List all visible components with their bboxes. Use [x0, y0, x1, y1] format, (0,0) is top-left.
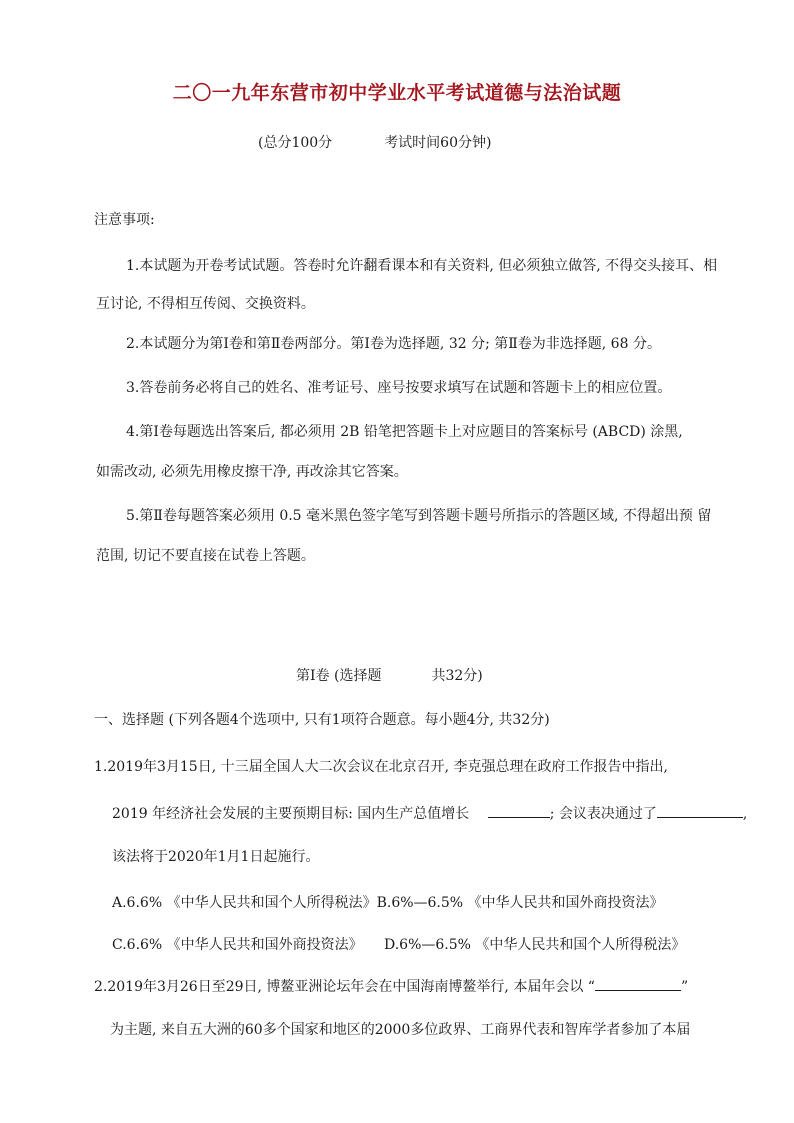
q2-text-b: ” [680, 979, 689, 995]
question-1-line-2 [112, 803, 747, 824]
notice-item-5-line-2: 范围, 切记不要直接在试卷上答题。 [96, 548, 315, 564]
section-part1: 第Ⅰ卷 (选择题 [296, 668, 382, 684]
page-title: 二〇一九年东营市初中学业水平考试道德与法治试题 [172, 82, 622, 104]
notice-item-1-line-1: 1.本试题为开卷考试试题。答卷时允许翻看课本和有关资料, 但必须独立做答, 不得交头接耳、相 [126, 258, 718, 274]
notice-item-4-line-1: 4.第Ⅰ卷每题选出答案后, 都必须用 2B 铅笔把答题卡上对应题目的答案标号 (ABCD) 涂黑, [126, 424, 683, 440]
choice-instructions: 一、选择题 (下列各题4个选项中, 只有1项符合题意。每小题4分, 共32分) [94, 712, 550, 728]
notice-item-1-line-2: 互讨论, 不得相互传阅、交换资料。 [96, 296, 315, 312]
q2-blank[interactable] [595, 976, 681, 991]
q1-text-b: ; 会议表决通过了 [549, 806, 657, 822]
q2-text-a: 2.2019年3月26日至29日, 博鳌亚洲论坛年会在中国海南博鳌举行, 本届年会以 “ [94, 979, 595, 995]
section-heading [296, 665, 483, 685]
section-part2: 共32分) [431, 668, 483, 684]
q1-text-c: , [742, 806, 748, 822]
q1-option-ab[interactable]: A.6.6% 《中华人民共和国个人所得税法》B.6%—6.5% 《中华人民共和国外商投资法》 [112, 895, 664, 911]
question-2-line-1 [94, 976, 688, 997]
q1-blank-2[interactable] [657, 803, 743, 818]
q1-option-d[interactable]: D.6%—6.5% 《中华人民共和国个人所得税法》 [384, 937, 686, 953]
q1-text-a: 2019 年经济社会发展的主要预期目标: 国内生产总值增长 [112, 806, 470, 822]
question-1-line-3: 该法将于2020年1月1日起施行。 [112, 849, 320, 865]
notice-heading: 注意事项: [94, 212, 155, 228]
notice-item-3: 3.答卷前务必将自己的姓名、准考证号、座号按要求填写在试题和答题卡上的相应位置。 [126, 380, 672, 396]
exam-info [258, 132, 491, 152]
notice-item-2: 2.本试题分为第Ⅰ卷和第Ⅱ卷两部分。第Ⅰ卷为选择题, 32 分; 第Ⅱ卷为非选择题, 68 分。 [126, 336, 661, 352]
question-2-line-2: 为主题, 来自五大洲的60多个国家和地区的2000多位政界、工商界代表和智库学者参加了本届 [110, 1022, 691, 1038]
notice-item-5-line-1: 5.第Ⅱ卷每题答案必须用 0.5 毫米黑色签字笔写到答题卡题号所指示的答题区域, 不得超出预 留 [126, 508, 712, 524]
exam-time: 考试时间60分钟) [384, 135, 492, 151]
notice-item-4-line-2: 如需改动, 必须先用橡皮擦干净, 再改涂其它答案。 [96, 464, 408, 480]
total-score: (总分100分 [258, 135, 333, 151]
q1-blank-1[interactable] [488, 803, 550, 818]
question-1-line-1: 1.2019年3月15日, 十三届全国人大二次会议在北京召开, 李克强总理在政府工作报告中指出, [94, 759, 668, 775]
q1-option-c[interactable]: C.6.6% 《中华人民共和国外商投资法》 [112, 937, 363, 953]
